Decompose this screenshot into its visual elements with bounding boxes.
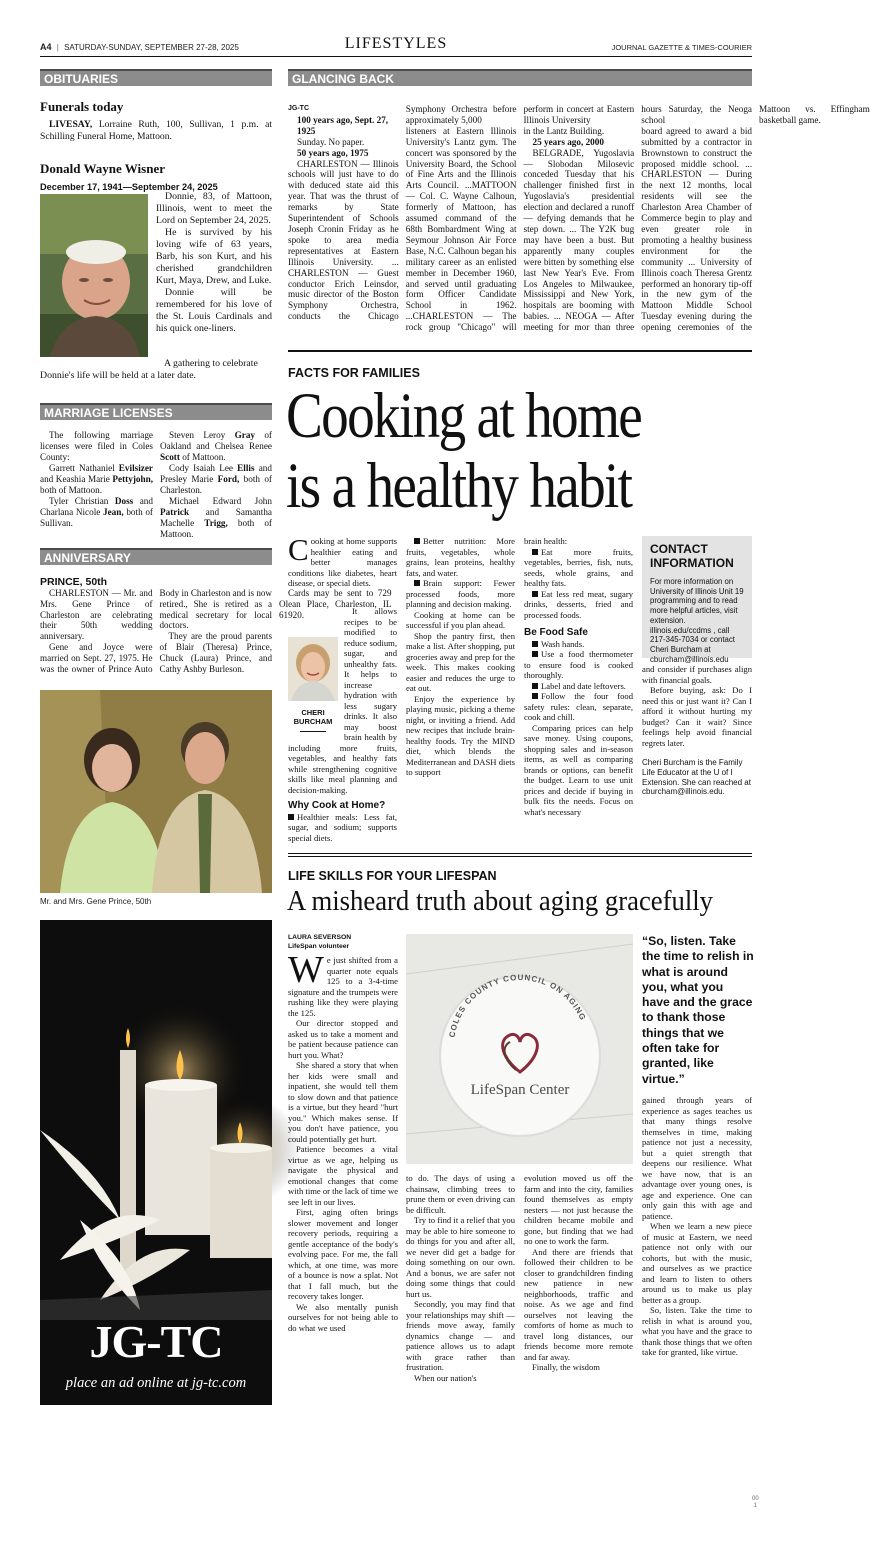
section-divider [288, 350, 752, 352]
masthead-left: A4 | SATURDAY-SUNDAY, SEPTEMBER 27-28, 2025 [40, 42, 239, 52]
lifespan-dropcap: W [288, 949, 324, 991]
facts-kicker: FACTS FOR FAMILIES [288, 366, 420, 380]
logo-ring-text: COLES COUNTY COUNCIL ON AGING [447, 972, 588, 1039]
obituaries-section [40, 69, 272, 192]
anniversary-header: ANNIVERSARY [40, 548, 272, 565]
facts-col1: CHERI BURCHAM It allows recipes to be modified to reduce sodium, sugar, and unhealthy fats. It helps to increase hydration with less sugary drinks. It also may boost brain health by including more fruits, vegetables, and healthy fats while strengthening cognitive skills like meal planning and decision-making. Why Cook at Home? Healthier meals: Less fat, sugar, and sodium; supports special diets. [288, 606, 397, 843]
glancing-25-years: 25 years ago, 2000 [532, 136, 604, 147]
author-bio: Cheri Burcham is the Family Life Educator at the U of I Extension. She can reached at cburcham@illinois.edu. [642, 758, 751, 797]
facts-col1-top: Cooking at home supports healthier eating and better manages conditions like diabetes, heart disease, or special diets. [288, 532, 397, 588]
ad-tagline[interactable]: place an ad online at jg-tc.com [65, 1375, 247, 1391]
obituary-closing: A gathering to celebrate Donnie's life will be held at a later date. [40, 358, 258, 381]
lifespan-col2: to do. The days of using a chainsaw, climbing trees to prune them or even driving can be difficult. Try to find it a relief that you may be able to hire someone to do things for you and after all, we never did get a badge for doing something on our own. And a bonus, we are safer not doing some things that could hurt us. Secondly, you may find that your relationships may shift — friends move away, family dynamics change — and patience allows us to adapt with grace rather than frustration. When our nation's [406, 1173, 515, 1383]
glancing-back-section [288, 69, 752, 86]
lifespan-author-role: LifeSpan volunteer [288, 943, 350, 950]
lifespan-kicker: LIFE SKILLS FOR YOUR LIFESPAN [288, 869, 497, 883]
food-safe-heading: Be Food Safe [524, 627, 588, 638]
funerals-title: Funerals today [40, 99, 124, 114]
glancing-source: JG-TC [288, 105, 309, 112]
section-divider-2a [288, 853, 752, 854]
contact-heading-1: CONTACT [650, 542, 708, 556]
glancing-100-years: 100 years ago, Sept. 27, 1925 [297, 114, 389, 136]
why-heading: Why Cook at Home? [288, 800, 386, 811]
obituaries-header: OBITUARIES [40, 69, 272, 86]
anniversary-section [40, 548, 272, 565]
section-title: LIFESTYLES [344, 35, 448, 52]
anniversary-photo [40, 690, 272, 893]
author-first-name: CHERI [301, 707, 325, 717]
marriage-section [40, 403, 272, 420]
facts-dropcap: C [288, 532, 309, 567]
marriage-col2: Steven Leroy Gray of Oakland and Chelsea Renee Scott of Mattoon. Cody Isaiah Lee Ellis and Presley Marie Ford, both of Charleston. Michael Edward John Patrick and Samantha Machelle Trigg, both of Mattoon. [160, 430, 272, 539]
funeral-notice: LIVESAY, Lorraine Ruth, 100, Sullivan, 1 p.m. at Schilling Funeral Home, Mattoon. [40, 119, 272, 142]
anniversary-caption: Mr. and Mrs. Gene Prince, 50th [40, 897, 152, 906]
glancing-back-header: GLANCING BACK [288, 69, 752, 86]
logo-name: LifeSpan Center [470, 1082, 570, 1098]
jgtc-ad[interactable] [40, 920, 272, 1405]
facts-col3: brain health: Eat more fruits, vegetables, berries, fish, nuts, seeds, whole grains, and healthy fats. Eat less red meat, sugary drinks, desserts, fried and processed foods. Be Food Safe Wash hands. Use a food thermometer to ensure food is cooked thoroughly. Label and date leftovers. Follow the four food safety rules: clean, separate, cook and chill. Comparing prices can help save money. Using coupons, shopping sales and in-season items, as well as comparing brands or options, can benefit the budget. Learn to use unit prices and decide if buying in bulk fits the needs. Focus on what's necessary [524, 536, 633, 817]
obituary-body: Donnie, 83, of Mattoon, Illinois, went to meet the Lord on September 24, 2025. He is survived by his loving wife of 63 years, Barb, his son Kurt, and his cherished grandchildren Kurt, Maya, Drew, and Luke. Donnie will be remembered for his love of the St. Louis Cardinals and his quick one-liners. [156, 191, 272, 334]
contact-box [642, 536, 752, 664]
pull-quote: “So, listen. Take the time to relish in what is around you, what you have and the grace to thank those things that we often take for granted, like virtue.” [642, 934, 754, 1086]
obituary-name: Donald Wayne Wisner [40, 161, 165, 176]
lifespan-col1: We just shifted from a quarter note equals 125 to a 3-4-time signature and the trumpets were rushing like they were playing the 125. Our director stopped and asked us to take a moment and be patient because patience can hurt you. What? She shared a story that when her kids were small and inpatient, she would tell them to slow down and that patience is a virtue, but they heard "hurt you." Which makes sense. If you don't have patience, you could potentially get hurt. Patience becomes a vital virtue as we age, helping us navigate the physical and emotional changes that come with time or the lack of time we see left in our lives. First, aging often brings slower movement and longer recovery periods, requiring a gentle acceptance of the body's evolving pace. For me, the fall which, at one time, was more of a bounce is now a splat. Not that I fall much, but the recovery takes longer. We also mentally punish ourselves for not being able to do what we used [288, 949, 399, 1333]
facts-col4: and consider if purchases align with financial goals. Before buying, ask: Do I need this or just want it? Can I afford it without hurting my budget? Can it wait? Since feelings help avoid financial regrets later. Cheri Burcham is the Family Life Educator at the U of I Extension. She can reached at cburcham@illinois.edu. [642, 664, 752, 797]
marriage-header: MARRIAGE LICENSES [40, 403, 272, 420]
glancing-back-text: JG-TC 100 years ago, Sept. 27, 1925 Sunday. No paper. 50 years ago, 1975 CHARLESTON — Illinois schools will just have to do with deduced state aid this year. That was the thrust of remarks by State Superintendent of Schools Joseph Cronin Friday as he spoke to area media representatives at Eastern Illinois University. ... CHARLESTON — Guest conductor Erich Leinsdor, music director of the Boston Symphony Orchestra, conducts the Chicago Symphony Orchestra before approximately 5,000 listeners at Eastern Illinois University's Lantz gym. The concert was sponsored by the University Board, the School of Fine Arts and the Illinois Arts Council. ...MATTOON — Col. C. Wayne Calhoun, formerly of Mattoon, has assumed command of the 68th Bombardment Wing at Seymour Johnson Air Force Base, N.C. Calhoun began his military career as an enlisted member in December 1960, and served until graduating form Officer Candidate School in 1962. ...CHARLESTON — The rock group "Chicago" will perform in concert at Eastern Illinois University in the Lantz Building. 25 years ago, 2000 BELGRADE, Yugoslavia — Slobodan Milosevic conceded Tuesday that his challenger finished first in Yugoslavia's presidential election and declared a runoff — defying demands that he step down. ... The Y2K bug may have been a bust. But apparently many couples were bitten by something else last New Year's Eve. From Los Angeles to Milwaukee, Mississippi and New York, hospitals are booming with babies. ... NEOGA — After meeting for mor than three hours Saturday, the Neoga school board agreed to award a bid submitted by a contractor in Brownstown to construct the proposed middle school. ... CHARLESTON — During the next 12 months, local residents will see the Charleston Area Chamber of Commerce begin to play and even greater role in promoting a healthy business environment for the community ... University of Illinois coach Theresa Grentz performed an honorary tip-off in the new gym of the Mattoon Middle School Tuesday evening during the opening ceremonies of the Mattoon vs. Effingham basketball game. [288, 104, 870, 333]
marriage-col1: The following marriage licenses were filed in Coles County: Garrett Nathaniel Evilsizer and Keashia Marie Pettyjohn, both of Mattoon. Tyler Christian Doss and Charlana Nicole Jean, both of Sullivan. [40, 430, 153, 528]
masthead-paper: JOURNAL GAZETTE & TIMES-COURIER [611, 43, 752, 52]
facts-col2: Better nutrition: More fruits, vegetables, whole grains, lean proteins, healthy fats, and water. Brain support: Fewer processed foods, more planning and decision making. Cooking at home can be successful if you plan ahead. Shop the pantry first, then make a list. After shopping, put groceries away and prep for the week. This makes cooking easier and reduces the urge to eat out. Enjoy the experience by playing music, picking a theme night, or inviting a friend. Add new recipes that include brain-healthy foods. Try the MIND diet, which blends the Mediterranean and DASH diets to support [406, 536, 515, 777]
contact-heading-2: INFORMATION [650, 556, 734, 570]
masthead-date: SATURDAY-SUNDAY, SEPTEMBER 27-28, 2025 [64, 43, 239, 52]
page-code: 00 1 [752, 1496, 759, 1509]
author-last-name: BURCHAM [293, 716, 333, 726]
glancing-50-years: 50 years ago, 1975 [297, 147, 369, 158]
masthead-rule [40, 56, 752, 57]
lifespan-col3: evolution moved us off the farm and into the city, families found themselves as empty nesters — not just because the children became mobile and gone, but finding that we had no one to work the farm. And there are friends that followed their children to be closer to grandchildren finding new patience in new neighborhoods, traffic and noise. As we age and find ourselves not leaving the comforts of home as much to travel long distances, our friends become more remote and far away. Finally, the wisdom [524, 1173, 633, 1372]
author-photo [288, 637, 338, 701]
lifespan-logo-photo [406, 934, 633, 1164]
author-photo-block [288, 637, 338, 732]
facts-headline: Cooking at home is a healthy habit [286, 380, 642, 522]
page-number: A4 [40, 42, 52, 52]
contact-text: For more information on University of Illinois Unit 19 programming and to read more helpful articles, visit extension. illinois.edu/ccdms , call 217-345-7034 or contact Cheri Burcham at cburcham@illinois.edu [650, 577, 744, 664]
anniversary-text: CHARLESTON — Mr. and Mrs. Gene Prince of Charleston are celebrating their 50th wedding anniversary. Gene and Joyce were married on Sept. 27, 1975. He was the owner of Prince Auto Body in Charleston and is now retired., She is retired as a medical secretary for local doctors. They are the proud parents of Blair (Theresa) Prince, Chuck (Laura) Prince, and Cathy Ashby Burleson. Cards may be sent to 729 Olean Place, Charleston, IL 61920. [40, 588, 392, 674]
obituary-photo [40, 194, 148, 357]
ad-logo: JG-TC [89, 1316, 223, 1367]
lifespan-headline: A misheard truth about aging gracefully [287, 885, 714, 917]
section-divider-2b [288, 856, 752, 857]
lifespan-author: LAURA SEVERSON [288, 934, 352, 941]
lifespan-col4: gained through years of experience as sages teaches us that many things resolve themselves in time, making patience not just a necessity, but a quiet strength that deepens our resilience. What we have now, that is an advantage over young ones, is age and experience. One can only gain this with age and patience. When we learn a new piece of music at Eastern, we need patience not only with our cohorts, but with the music, and ourselves as we practice and learn to listen to others around us to make us play better as a group. So, listen. Take the time to relish in what is around you, what you have and the grace to thank those things that we often take for granted, like virtue. [642, 1095, 752, 1357]
anniversary-title: PRINCE, 50th [40, 576, 108, 588]
obituary-dates: December 17, 1941—September 24, 2025 [40, 182, 218, 192]
